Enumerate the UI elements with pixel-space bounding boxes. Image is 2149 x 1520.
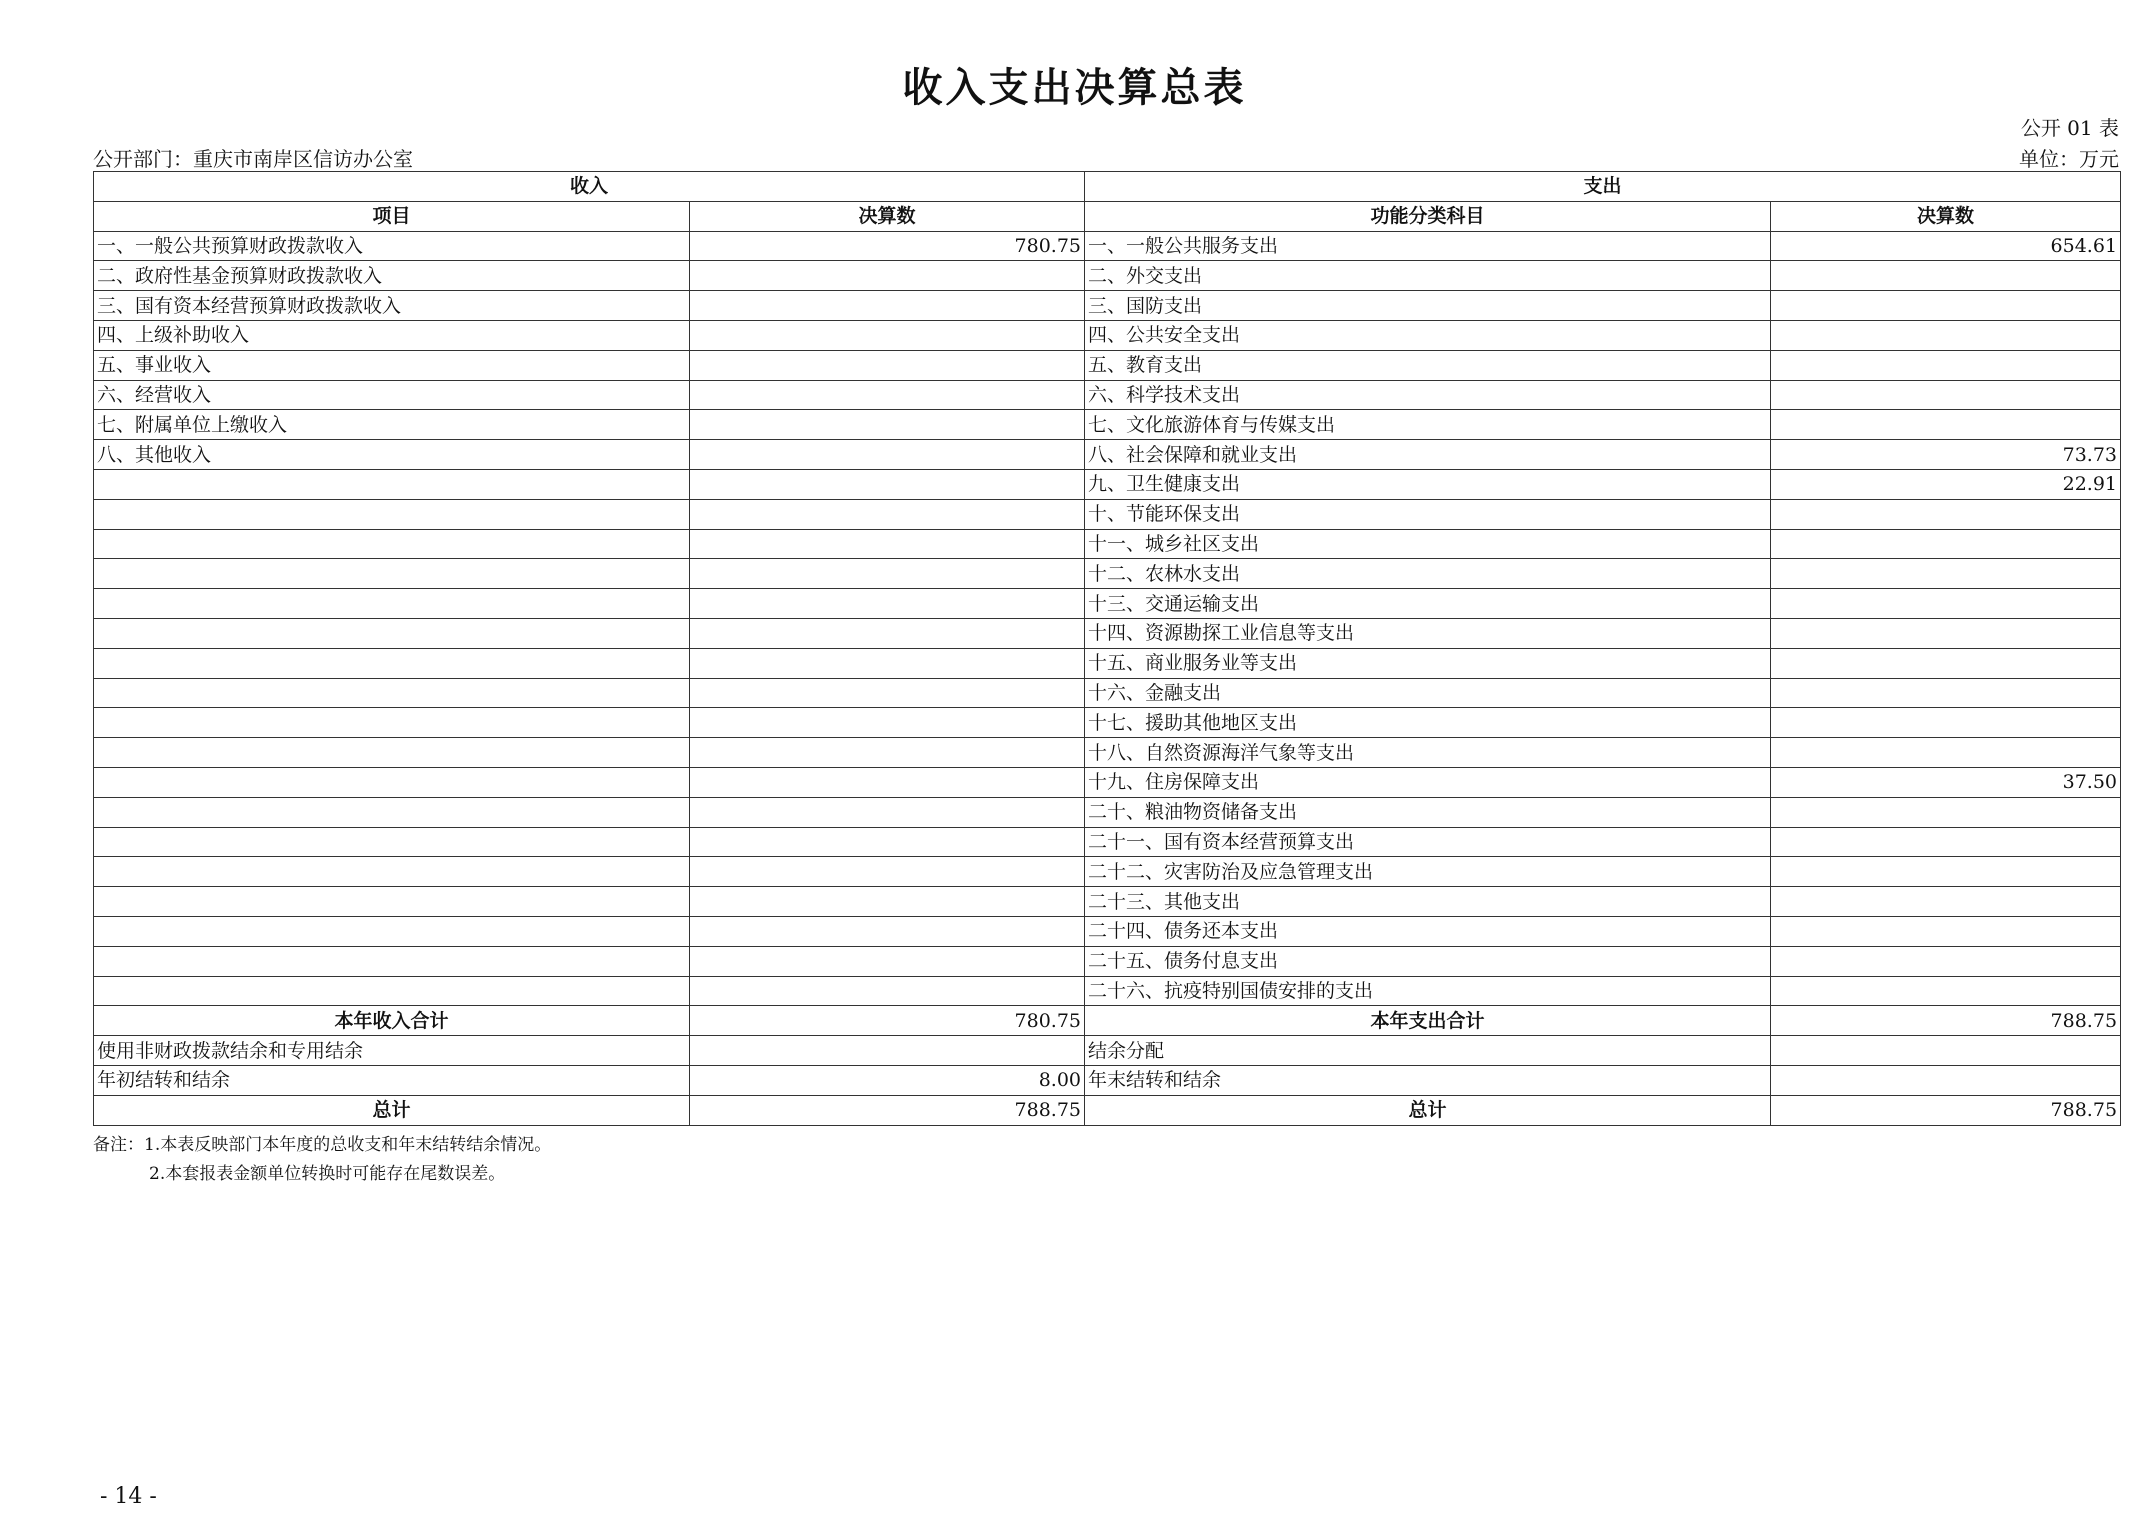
table-row (94, 499, 2121, 529)
income-item (94, 827, 690, 857)
expense-value (1771, 350, 2121, 380)
table-row (94, 887, 2121, 917)
note-line-2: 2.本套报表金额单位转换时可能存在尾数误差。 (149, 1164, 506, 1184)
expense-value (1771, 648, 2121, 678)
item-column-header: 项目 (94, 201, 690, 231)
income-item (94, 738, 690, 768)
income-value (690, 678, 1085, 708)
income-total-value: 780.75 (690, 1006, 1085, 1036)
expense-value: 73.73 (1771, 440, 2121, 470)
expense-item: 年末结转和结余 (1085, 1065, 1771, 1095)
expense-value (1771, 320, 2121, 350)
expense-item: 十、节能环保支出 (1085, 499, 1771, 529)
expense-value (1771, 410, 2121, 440)
expense-value (1771, 887, 2121, 917)
expense-value (1771, 618, 2121, 648)
expense-item: 十二、农林水支出 (1085, 559, 1771, 589)
income-amount-column-header: 决算数 (690, 201, 1085, 231)
year-total-row (94, 1006, 2121, 1036)
income-value (690, 976, 1085, 1006)
expense-section-header: 支出 (1085, 172, 2121, 202)
income-item: 五、事业收入 (94, 350, 690, 380)
expense-total-value: 788.75 (1771, 1006, 2121, 1036)
expense-item: 七、文化旅游体育与传媒支出 (1085, 410, 1771, 440)
note-line-1: 备注：1.本表反映部门本年度的总收支和年末结转结余情况。 (93, 1135, 552, 1155)
income-value (690, 618, 1085, 648)
expense-item: 二十四、债务还本支出 (1085, 916, 1771, 946)
income-item (94, 618, 690, 648)
expense-value (1771, 976, 2121, 1006)
income-value (690, 350, 1085, 380)
expense-value (1771, 499, 2121, 529)
table-row (94, 1065, 2121, 1095)
table-row (94, 380, 2121, 410)
income-item (94, 767, 690, 797)
table-row (94, 559, 2121, 589)
expense-value (1771, 946, 2121, 976)
function-category-column-header: 功能分类科目 (1085, 201, 1771, 231)
income-item (94, 678, 690, 708)
expense-value (1771, 261, 2121, 291)
expense-item: 十七、援助其他地区支出 (1085, 708, 1771, 738)
expense-item: 十五、商业服务业等支出 (1085, 648, 1771, 678)
income-value (690, 946, 1085, 976)
expense-item: 六、科学技术支出 (1085, 380, 1771, 410)
page-title: 收入支出决算总表 (902, 65, 1247, 111)
expense-item: 二十、粮油物资储备支出 (1085, 797, 1771, 827)
expense-item: 二十五、债务付息支出 (1085, 946, 1771, 976)
notes (93, 1131, 551, 1189)
expense-value (1771, 589, 2121, 619)
income-value (690, 529, 1085, 559)
income-item: 八、其他收入 (94, 440, 690, 470)
income-value (690, 708, 1085, 738)
expense-item: 九、卫生健康支出 (1085, 469, 1771, 499)
expense-item: 十一、城乡社区支出 (1085, 529, 1771, 559)
table-row (94, 976, 2121, 1006)
table-row (94, 767, 2121, 797)
income-value (690, 380, 1085, 410)
income-value (690, 857, 1085, 887)
form-number: 公开 01 表 (2020, 116, 2119, 140)
unit-label: 单位：万元 (2019, 147, 2119, 171)
table-row (94, 529, 2121, 559)
table-row (94, 738, 2121, 768)
expense-value (1771, 678, 2121, 708)
grand-total-row (94, 1095, 2121, 1125)
expense-value (1771, 529, 2121, 559)
income-total-label: 总计 (94, 1095, 690, 1125)
income-item (94, 976, 690, 1006)
expense-value: 654.61 (1771, 231, 2121, 261)
expense-item: 十三、交通运输支出 (1085, 589, 1771, 619)
expense-item: 二十六、抗疫特别国债安排的支出 (1085, 976, 1771, 1006)
expense-item: 十四、资源勘探工业信息等支出 (1085, 618, 1771, 648)
income-value (690, 648, 1085, 678)
expense-value (1771, 380, 2121, 410)
income-value (690, 559, 1085, 589)
income-value: 780.75 (690, 231, 1085, 261)
section-header-row (94, 172, 2121, 202)
page-number: - 14 - (100, 1484, 157, 1509)
table-row (94, 231, 2121, 261)
expense-item: 十九、住房保障支出 (1085, 767, 1771, 797)
expense-value (1771, 1036, 2121, 1066)
expense-value (1771, 916, 2121, 946)
expense-item: 二十二、灾害防治及应急管理支出 (1085, 857, 1771, 887)
income-item: 一、一般公共预算财政拨款收入 (94, 231, 690, 261)
expense-value: 37.50 (1771, 767, 2121, 797)
income-value (690, 767, 1085, 797)
expense-item: 十六、金融支出 (1085, 678, 1771, 708)
income-item: 四、上级补助收入 (94, 320, 690, 350)
income-item (94, 797, 690, 827)
income-item (94, 887, 690, 917)
table-row (94, 410, 2121, 440)
expense-item: 十八、自然资源海洋气象等支出 (1085, 738, 1771, 768)
income-total-label: 本年收入合计 (94, 1006, 690, 1036)
department-label: 公开部门：重庆市南岸区信访办公室 (93, 147, 413, 171)
income-item (94, 857, 690, 887)
expense-value (1771, 291, 2121, 321)
income-item (94, 559, 690, 589)
income-value (690, 1036, 1085, 1066)
income-item: 使用非财政拨款结余和专用结余 (94, 1036, 690, 1066)
expense-item: 五、教育支出 (1085, 350, 1771, 380)
income-item: 三、国有资本经营预算财政拨款收入 (94, 291, 690, 321)
income-value (690, 887, 1085, 917)
expense-item: 四、公共安全支出 (1085, 320, 1771, 350)
income-item (94, 946, 690, 976)
expense-item: 一、一般公共服务支出 (1085, 231, 1771, 261)
income-value: 8.00 (690, 1065, 1085, 1095)
income-item: 六、经营收入 (94, 380, 690, 410)
income-item (94, 648, 690, 678)
income-value (690, 589, 1085, 619)
income-item (94, 708, 690, 738)
income-item (94, 469, 690, 499)
expense-item: 二十一、国有资本经营预算支出 (1085, 827, 1771, 857)
table-row (94, 797, 2121, 827)
expense-amount-column-header: 决算数 (1771, 201, 2121, 231)
table-row (94, 946, 2121, 976)
income-value (690, 440, 1085, 470)
table-row (94, 1036, 2121, 1066)
income-item (94, 589, 690, 619)
income-item: 年初结转和结余 (94, 1065, 690, 1095)
income-section-header: 收入 (94, 172, 1085, 202)
income-value (690, 261, 1085, 291)
income-value (690, 738, 1085, 768)
expense-value (1771, 857, 2121, 887)
income-item (94, 916, 690, 946)
table-row (94, 678, 2121, 708)
table-row (94, 827, 2121, 857)
table-row (94, 291, 2121, 321)
expense-item: 二十三、其他支出 (1085, 887, 1771, 917)
income-value (690, 797, 1085, 827)
income-value (690, 320, 1085, 350)
income-value (690, 499, 1085, 529)
income-value (690, 827, 1085, 857)
income-value (690, 916, 1085, 946)
table-row (94, 916, 2121, 946)
table-row (94, 440, 2121, 470)
expense-item: 三、国防支出 (1085, 291, 1771, 321)
income-item (94, 529, 690, 559)
expense-item: 结余分配 (1085, 1036, 1771, 1066)
expense-total-value: 788.75 (1771, 1095, 2121, 1125)
expense-item: 八、社会保障和就业支出 (1085, 440, 1771, 470)
expense-value (1771, 708, 2121, 738)
expense-value: 22.91 (1771, 469, 2121, 499)
table-row (94, 589, 2121, 619)
table-row (94, 708, 2121, 738)
income-item: 七、附属单位上缴收入 (94, 410, 690, 440)
income-item (94, 499, 690, 529)
table-row (94, 618, 2121, 648)
expense-value (1771, 738, 2121, 768)
income-value (690, 291, 1085, 321)
table-row (94, 648, 2121, 678)
expense-value (1771, 797, 2121, 827)
income-value (690, 410, 1085, 440)
table-row (94, 469, 2121, 499)
expense-value (1771, 827, 2121, 857)
expense-value (1771, 1065, 2121, 1095)
expense-value (1771, 559, 2121, 589)
table-body (94, 172, 2121, 1126)
table-row (94, 320, 2121, 350)
table-row (94, 350, 2121, 380)
table-row (94, 857, 2121, 887)
income-total-value: 788.75 (690, 1095, 1085, 1125)
table-row (94, 261, 2121, 291)
column-header-row (94, 201, 2121, 231)
income-value (690, 469, 1085, 499)
expense-total-label: 总计 (1085, 1095, 1771, 1125)
expense-item: 二、外交支出 (1085, 261, 1771, 291)
expense-total-label: 本年支出合计 (1085, 1006, 1771, 1036)
budget-summary-table (93, 171, 2121, 1126)
income-item: 二、政府性基金预算财政拨款收入 (94, 261, 690, 291)
